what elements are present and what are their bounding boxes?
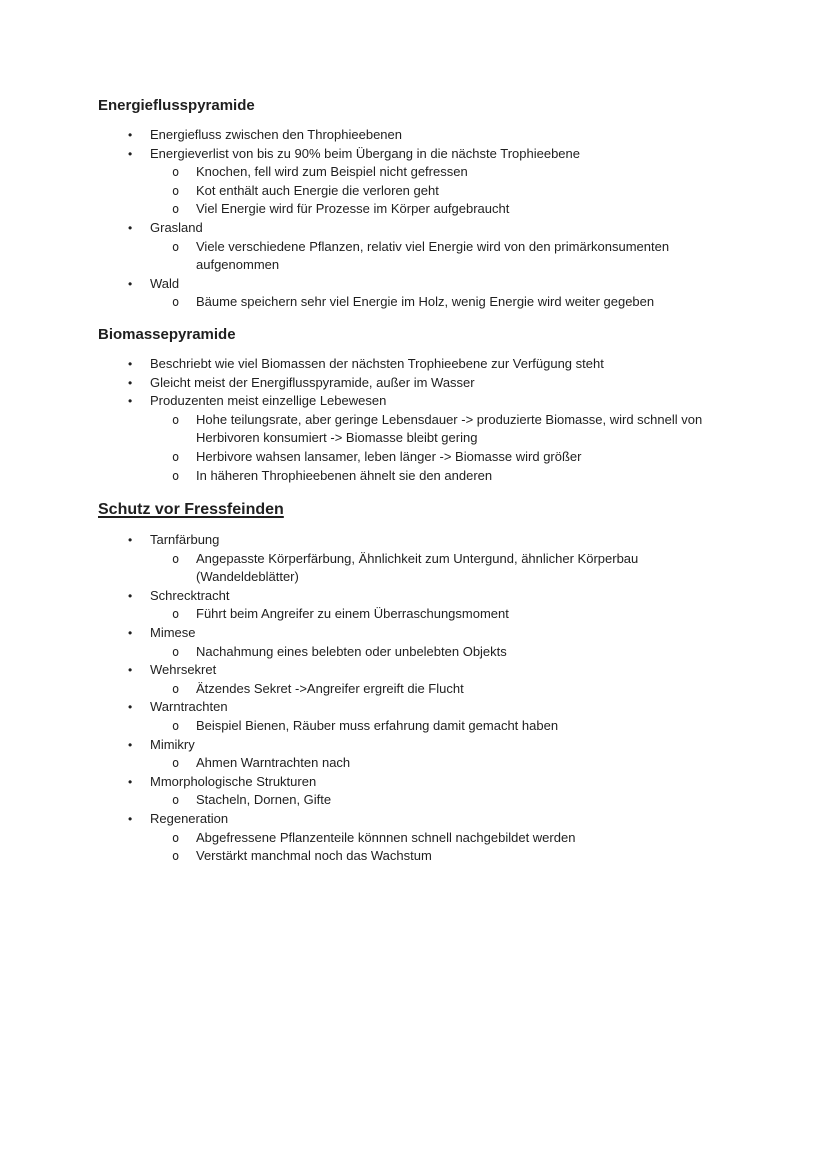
circle-bullet-icon: o xyxy=(172,644,180,659)
list-item xyxy=(98,643,724,662)
circle-bullet-icon: o xyxy=(172,849,180,864)
bullet-icon: • xyxy=(128,663,133,678)
list-item xyxy=(98,773,724,792)
list-item xyxy=(98,467,724,486)
list-item xyxy=(98,754,724,773)
list-item xyxy=(98,126,724,145)
circle-bullet-icon: o xyxy=(172,449,180,464)
list-item xyxy=(98,200,724,219)
bullet-icon: • xyxy=(128,276,133,291)
list-item-text: Produzenten meist einzellige Lebewesen xyxy=(150,393,387,409)
list-item xyxy=(98,275,724,294)
list-item-text: Hohe teilungsrate, aber geringe Lebensdauer -> produzierte Biomasse, wird schnell von Herbivoren konsumiert -> Biomasse bleibt gering xyxy=(196,411,703,446)
list-item-text: Viel Energie wird für Prozesse im Körper aufgebraucht xyxy=(196,201,510,217)
list-item xyxy=(98,605,724,624)
section xyxy=(98,499,724,866)
circle-bullet-icon: o xyxy=(172,165,180,180)
list-item-text: Schrecktracht xyxy=(150,587,230,603)
list-item-text: Beschriebt wie viel Biomassen der nächsten Trophieebene zur Verfügung steht xyxy=(150,355,604,371)
list-item-text: Verstärkt manchmal noch das Wachstum xyxy=(196,848,432,864)
list-item xyxy=(98,145,724,164)
list-item-text: Führt beim Angreifer zu einem Überraschungsmoment xyxy=(196,606,509,622)
list-item xyxy=(98,847,724,866)
list-item xyxy=(98,698,724,717)
circle-bullet-icon: o xyxy=(172,183,180,198)
list-item xyxy=(98,219,724,238)
circle-bullet-icon: o xyxy=(172,830,180,845)
document-content xyxy=(98,96,724,866)
list-item-text: Beispiel Bienen, Räuber muss erfahrung damit gemacht haben xyxy=(196,718,559,734)
list-item-text: Mimikry xyxy=(150,736,195,752)
list-item-text: Tarnfärbung xyxy=(150,532,220,548)
list-item-text: Energieverlist von bis zu 90% beim Übergang in die nächste Trophieebene xyxy=(150,145,580,161)
list-item xyxy=(98,293,724,312)
list-item-text: Wald xyxy=(150,275,180,291)
list-item xyxy=(98,810,724,829)
list-item-text: Wehrsekret xyxy=(150,662,217,678)
bullet-icon: • xyxy=(128,700,133,715)
bullet-list xyxy=(98,126,724,312)
list-item-text: Energiefluss zwischen den Throphieebenen xyxy=(150,127,402,142)
list-item xyxy=(98,392,724,411)
list-item xyxy=(98,182,724,201)
list-item-text: Viele verschiedene Pflanzen, relativ viel Energie wird von den primärkonsumenten aufgenommen xyxy=(196,238,670,273)
list-item xyxy=(98,736,724,755)
list-item xyxy=(98,717,724,736)
list-item-text: Bäume speichern sehr viel Energie im Holz, wenig Energie wird weiter gegeben xyxy=(196,294,655,310)
circle-bullet-icon: o xyxy=(172,202,180,217)
list-item xyxy=(98,163,724,182)
bullet-icon: • xyxy=(128,356,133,371)
list-item-text: Ätzendes Sekret ->Angreifer ergreift die Flucht xyxy=(196,680,464,696)
bullet-icon: • xyxy=(128,812,133,826)
list-item xyxy=(98,550,724,587)
circle-bullet-icon: o xyxy=(172,607,180,622)
list-item xyxy=(98,829,724,848)
circle-bullet-icon: o xyxy=(172,412,180,427)
list-item-text: Ahmen Warntrachten nach xyxy=(196,755,351,771)
list-item-text: Mimese xyxy=(150,625,196,641)
list-item-text: Abgefressene Pflanzenteile könnnen schnell nachgebildet werden xyxy=(196,829,576,845)
list-item-text: Kot enthält auch Energie die verloren geht xyxy=(196,182,439,198)
list-item-text: Herbivore wahsen lansamer, leben länger -> Biomasse wird größer xyxy=(196,448,582,464)
list-item-text: Knochen, fell wird zum Beispiel nicht gefressen xyxy=(196,164,468,180)
circle-bullet-icon: o xyxy=(172,468,180,483)
list-item-text: Stacheln, Dornen, Gifte xyxy=(196,792,332,808)
list-item-text: In häheren Throphieebenen ähnelt sie den anderen xyxy=(196,467,493,483)
circle-bullet-icon: o xyxy=(172,295,180,310)
list-item xyxy=(98,531,724,550)
list-item-text: Grasland xyxy=(150,219,203,235)
list-item-text: Gleicht meist der Energiflusspyramide, außer im Wasser xyxy=(150,374,475,390)
list-item-text: Regeneration xyxy=(150,811,229,826)
list-item xyxy=(98,448,724,467)
bullet-icon: • xyxy=(128,774,133,789)
list-item-text: Mmorphologische Strukturen xyxy=(150,773,317,789)
bullet-list xyxy=(98,531,724,866)
bullet-icon: • xyxy=(128,394,133,409)
list-item xyxy=(98,661,724,680)
section-heading: Biomassepyramide xyxy=(98,325,236,343)
bullet-icon: • xyxy=(128,533,133,548)
circle-bullet-icon: o xyxy=(172,719,180,734)
section xyxy=(98,325,724,485)
list-item xyxy=(98,411,724,448)
bullet-icon: • xyxy=(128,220,133,235)
list-item-text: Angepasste Körperfärbung, Ähnlichkeit zum Untergund, ähnlicher Körperbau (Wandeldeblätter) xyxy=(196,550,639,585)
section-heading: Schutz vor Fressfeinden xyxy=(98,501,284,519)
circle-bullet-icon: o xyxy=(172,681,180,696)
bullet-icon: • xyxy=(128,128,133,142)
section-heading: Energieflusspyramide xyxy=(98,97,255,114)
bullet-icon: • xyxy=(128,737,133,752)
list-item-text: Warntrachten xyxy=(150,699,228,715)
bullet-list xyxy=(98,355,724,485)
list-item-text: Nachahmung eines belebten oder unbelebten Objekts xyxy=(196,643,507,659)
bullet-icon: • xyxy=(128,626,133,641)
circle-bullet-icon: o xyxy=(172,551,180,566)
list-item xyxy=(98,624,724,643)
list-item xyxy=(98,791,724,810)
bullet-icon: • xyxy=(128,588,133,603)
circle-bullet-icon: o xyxy=(172,793,180,808)
list-item xyxy=(98,355,724,374)
circle-bullet-icon: o xyxy=(172,756,180,771)
list-item xyxy=(98,587,724,606)
list-item xyxy=(98,374,724,393)
section xyxy=(98,96,724,312)
list-item xyxy=(98,238,724,275)
list-item xyxy=(98,680,724,699)
circle-bullet-icon: o xyxy=(172,239,180,254)
bullet-icon: • xyxy=(128,375,133,390)
bullet-icon: • xyxy=(128,146,133,161)
